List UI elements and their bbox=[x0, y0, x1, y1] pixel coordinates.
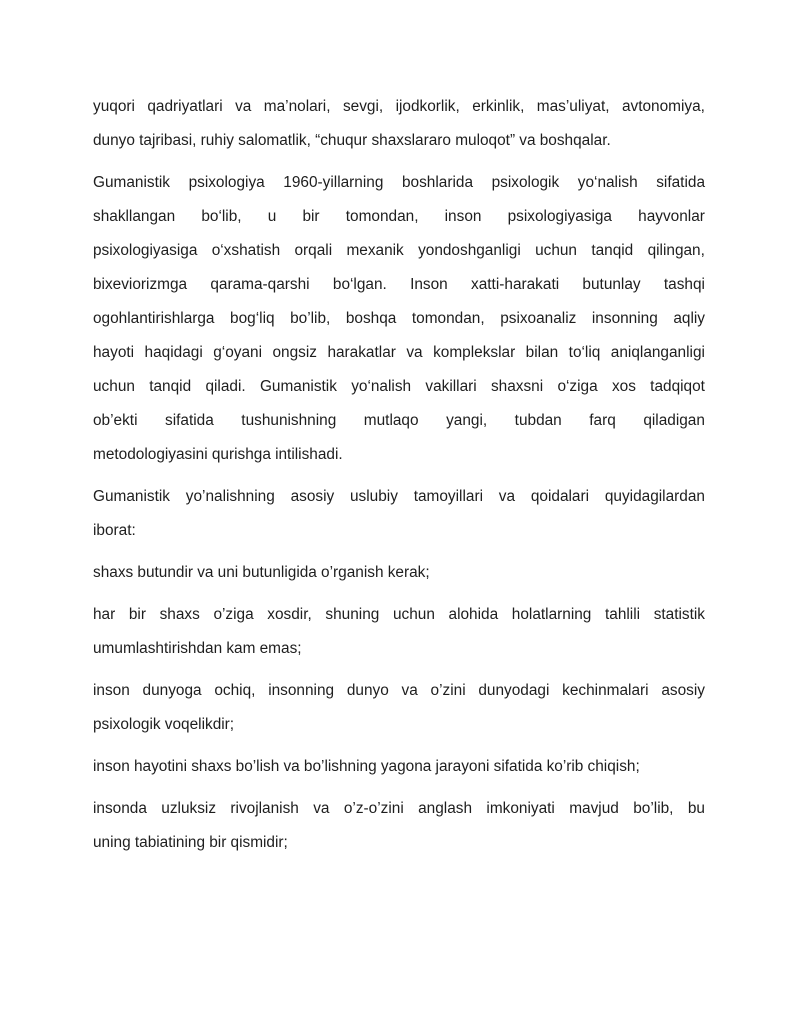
word: xos bbox=[611, 378, 636, 395]
paragraph bbox=[93, 792, 705, 860]
word: psixologik bbox=[93, 716, 161, 733]
word: bo’lib, bbox=[290, 310, 331, 327]
word: mas’uliyat, bbox=[536, 98, 610, 115]
word: dunyo bbox=[346, 682, 389, 699]
word: erkinlik, bbox=[472, 98, 525, 115]
document-body bbox=[93, 90, 705, 868]
word: ma’nolari, bbox=[263, 98, 331, 115]
word: hayvonlar bbox=[638, 208, 705, 225]
word: tahlili bbox=[604, 606, 641, 623]
word: “chuqur bbox=[315, 132, 368, 149]
text-line bbox=[93, 124, 705, 158]
word: tubdan bbox=[514, 412, 562, 429]
word: vakillari bbox=[425, 378, 477, 395]
word: hayotini bbox=[133, 758, 188, 775]
word: kam bbox=[226, 640, 256, 657]
word: bo‘lib, bbox=[201, 208, 242, 225]
word: o’z-o’zini bbox=[343, 800, 404, 817]
word: salomatlik, bbox=[238, 132, 311, 149]
word: asosiy bbox=[661, 682, 705, 699]
word: bog‘liq bbox=[230, 310, 275, 327]
word: insonning bbox=[591, 310, 658, 327]
word: muloqot” bbox=[455, 132, 516, 149]
word: quyidagilardan bbox=[604, 488, 705, 505]
word: bu bbox=[687, 800, 705, 817]
text-line bbox=[93, 200, 705, 234]
word: va bbox=[498, 488, 516, 505]
word: qiladi. bbox=[205, 378, 246, 395]
word: psixologiyasiga bbox=[93, 242, 198, 259]
word: u bbox=[267, 208, 277, 225]
word: mutlaqo bbox=[363, 412, 419, 429]
word: chiqish; bbox=[587, 758, 640, 775]
text-line bbox=[93, 556, 705, 590]
paragraph bbox=[93, 598, 705, 666]
word: farq bbox=[589, 412, 616, 429]
word: tajribasi, bbox=[139, 132, 197, 149]
word: ongsiz bbox=[272, 344, 317, 361]
word: yo‘nalish bbox=[351, 378, 412, 395]
word: sevgi, bbox=[342, 98, 384, 115]
word: boshqalar. bbox=[539, 132, 611, 149]
word: qadriyatlari bbox=[147, 98, 223, 115]
word: ko’rib bbox=[546, 758, 584, 775]
paragraph bbox=[93, 674, 705, 742]
word: yuqori bbox=[93, 98, 135, 115]
word: mavjud bbox=[569, 800, 619, 817]
paragraph bbox=[93, 166, 705, 472]
word: xosdir, bbox=[267, 606, 312, 623]
word: har bbox=[93, 606, 116, 623]
text-line bbox=[93, 404, 705, 438]
word: qiladigan bbox=[643, 412, 705, 429]
word: tamoyillari bbox=[413, 488, 483, 505]
word: emas; bbox=[259, 640, 302, 657]
word: bo’lish bbox=[235, 758, 280, 775]
word: metodologiyasini bbox=[93, 446, 208, 463]
word: iborat: bbox=[93, 522, 136, 539]
word: boshqa bbox=[345, 310, 397, 327]
word: butunligida bbox=[242, 564, 317, 581]
paragraph bbox=[93, 750, 705, 784]
word: shaxs bbox=[93, 564, 134, 581]
word: sifatida bbox=[656, 174, 705, 191]
word: ob’ekti bbox=[93, 412, 138, 429]
word: o’zini bbox=[430, 682, 466, 699]
word: dunyoga bbox=[142, 682, 202, 699]
word: tanqid bbox=[149, 378, 192, 395]
word: o’rganish bbox=[321, 564, 384, 581]
word: butunlay bbox=[582, 276, 641, 293]
word: bo‘lgan. bbox=[332, 276, 387, 293]
word: va bbox=[235, 98, 252, 115]
word: va bbox=[313, 800, 330, 817]
word: qurishga bbox=[211, 446, 271, 463]
word: to‘liq bbox=[568, 344, 601, 361]
word: bo’lib, bbox=[633, 800, 674, 817]
word: bixeviorizmga bbox=[93, 276, 188, 293]
text-line bbox=[93, 166, 705, 200]
paragraph bbox=[93, 556, 705, 590]
word: orqali bbox=[294, 242, 333, 259]
word: psixologiyasiga bbox=[507, 208, 612, 225]
text-line bbox=[93, 268, 705, 302]
text-line bbox=[93, 674, 705, 708]
word: shuning bbox=[325, 606, 380, 623]
text-line bbox=[93, 708, 705, 742]
word: yangi, bbox=[446, 412, 488, 429]
word: tomondan, bbox=[345, 208, 419, 225]
word: statistik bbox=[653, 606, 705, 623]
word: yondoshganligi bbox=[418, 242, 521, 259]
text-line bbox=[93, 370, 705, 404]
word: tushunishning bbox=[241, 412, 337, 429]
word: shaxs bbox=[191, 758, 232, 775]
word: anglash bbox=[418, 800, 473, 817]
word: tabiatining bbox=[134, 834, 206, 851]
text-line bbox=[93, 90, 705, 124]
word: komplekslar bbox=[433, 344, 516, 361]
word: tanqid bbox=[591, 242, 634, 259]
word: dunyo bbox=[93, 132, 135, 149]
word: umumlashtirishdan bbox=[93, 640, 223, 657]
word: uchun bbox=[535, 242, 577, 259]
word: harakatlar bbox=[327, 344, 396, 361]
word: inson bbox=[444, 208, 482, 225]
word: sifatida bbox=[493, 758, 543, 775]
word: 1960-yillarning bbox=[283, 174, 384, 191]
text-line bbox=[93, 598, 705, 632]
text-line bbox=[93, 514, 705, 548]
word: hayoti bbox=[93, 344, 135, 361]
word: bir bbox=[302, 208, 320, 225]
word: imkoniyati bbox=[486, 800, 555, 817]
word: bo’lishning bbox=[303, 758, 377, 775]
word: o‘xshatish bbox=[211, 242, 281, 259]
word: intilishadi. bbox=[275, 446, 343, 463]
word: va bbox=[519, 132, 536, 149]
word: insonda bbox=[93, 800, 147, 817]
word: o‘ziga bbox=[557, 378, 598, 395]
word: qilingan, bbox=[647, 242, 705, 259]
word: insonning bbox=[268, 682, 335, 699]
word: uchun bbox=[392, 606, 435, 623]
word: bilan bbox=[525, 344, 559, 361]
word: shakllangan bbox=[93, 208, 176, 225]
word: ochiq, bbox=[214, 682, 256, 699]
word: yagona bbox=[380, 758, 432, 775]
word: asosiy bbox=[290, 488, 335, 505]
word: uslubiy bbox=[350, 488, 398, 505]
paragraph bbox=[93, 90, 705, 158]
word: qarama-qarshi bbox=[210, 276, 310, 293]
word: sifatida bbox=[165, 412, 214, 429]
word: Gumanistik bbox=[259, 378, 337, 395]
word: va bbox=[197, 564, 214, 581]
text-line bbox=[93, 336, 705, 370]
word: butundir bbox=[137, 564, 194, 581]
word: tadqiqot bbox=[650, 378, 705, 395]
word: ogohlantirishlarga bbox=[93, 310, 215, 327]
word: shaxs bbox=[159, 606, 200, 623]
word: Gumanistik bbox=[93, 174, 170, 191]
word: kechinmalari bbox=[562, 682, 649, 699]
word: kerak; bbox=[387, 564, 430, 581]
word: uzluksiz bbox=[161, 800, 217, 817]
word: inson bbox=[93, 758, 130, 775]
word: dunyodagi bbox=[478, 682, 550, 699]
text-line bbox=[93, 826, 705, 860]
word: holatlarning bbox=[511, 606, 592, 623]
text-line bbox=[93, 234, 705, 268]
word: psixologik bbox=[491, 174, 560, 191]
word: aqliy bbox=[673, 310, 705, 327]
word: Inson bbox=[410, 276, 448, 293]
word: bir bbox=[209, 834, 227, 851]
word: uchun bbox=[93, 378, 135, 395]
word: bir bbox=[128, 606, 146, 623]
text-line bbox=[93, 632, 705, 666]
word: tashqi bbox=[663, 276, 705, 293]
word: inson bbox=[93, 682, 130, 699]
word: yo‘nalish bbox=[577, 174, 638, 191]
word: qoidalari bbox=[530, 488, 590, 505]
text-line bbox=[93, 750, 705, 784]
word: alohida bbox=[448, 606, 499, 623]
word: aniqlanganligi bbox=[610, 344, 705, 361]
word: xatti-harakati bbox=[471, 276, 560, 293]
word: jarayoni bbox=[435, 758, 490, 775]
word: boshlarida bbox=[401, 174, 474, 191]
text-line bbox=[93, 302, 705, 336]
word: rivojlanish bbox=[230, 800, 299, 817]
word: tomondan, bbox=[411, 310, 485, 327]
text-line bbox=[93, 438, 705, 472]
word: avtonomiya, bbox=[621, 98, 705, 115]
text-line bbox=[93, 480, 705, 514]
word: yo’nalishning bbox=[185, 488, 275, 505]
word: va bbox=[401, 682, 418, 699]
word: haqidagi bbox=[144, 344, 203, 361]
word: qismidir; bbox=[230, 834, 288, 851]
word: va bbox=[283, 758, 300, 775]
word: va bbox=[406, 344, 423, 361]
word: uning bbox=[93, 834, 131, 851]
word: psixoanaliz bbox=[500, 310, 577, 327]
word: o’ziga bbox=[213, 606, 254, 623]
word: shaxsni bbox=[490, 378, 544, 395]
text-line bbox=[93, 792, 705, 826]
word: ijodkorlik, bbox=[395, 98, 460, 115]
word: mexanik bbox=[346, 242, 404, 259]
word: psixologiya bbox=[188, 174, 265, 191]
word: Gumanistik bbox=[93, 488, 170, 505]
word: voqelikdir; bbox=[164, 716, 235, 733]
word: ruhiy bbox=[200, 132, 234, 149]
word: shaxslararo bbox=[371, 132, 451, 149]
word: uni bbox=[217, 564, 239, 581]
paragraph bbox=[93, 480, 705, 548]
word: g‘oyani bbox=[213, 344, 262, 361]
